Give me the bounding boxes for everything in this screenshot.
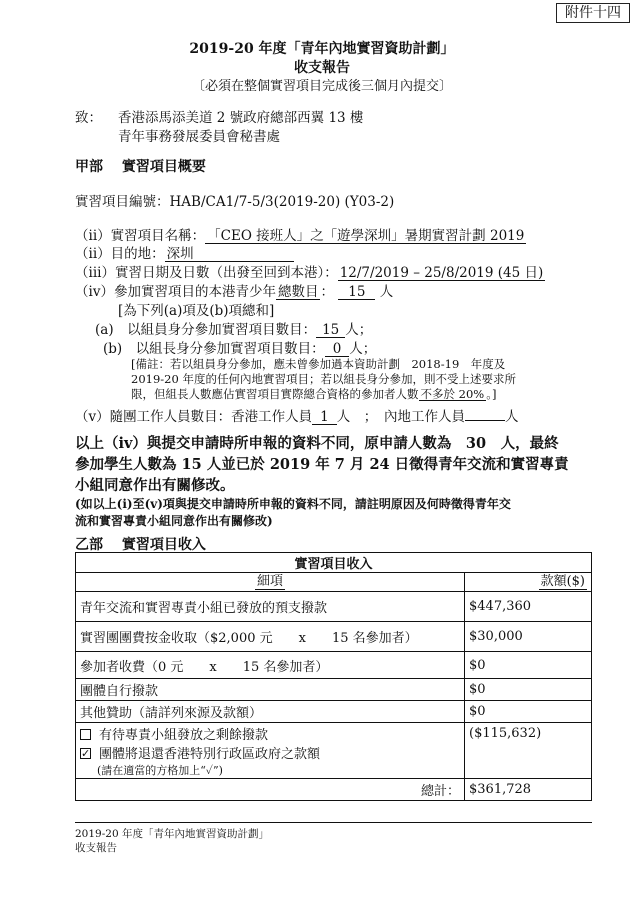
leaders-value: 0 — [325, 342, 350, 357]
table-row — [76, 701, 592, 723]
row-item: 團體自行撥款 — [76, 679, 465, 701]
hk-staff-value: 1 — [312, 410, 337, 425]
item-v-label: （v）隨團工作人員數目：香港工作人員 — [75, 409, 313, 425]
balance-amount: ($115,632) — [465, 723, 592, 779]
mainland-staff-value — [465, 420, 505, 421]
dates-value: 12/7/2019 – 25/8/2019 (45 日) — [339, 265, 544, 281]
option-refund[interactable] — [80, 745, 460, 764]
project-number-label: 實習項目編號： — [75, 194, 170, 210]
balance-options — [76, 723, 465, 779]
total-label: 總計： — [76, 779, 465, 801]
item-iii-label: （iii）實習日期及日數（出發至回到本港）： — [75, 265, 338, 281]
report-title: 2019-20 年度「青年內地實習資助計劃」 — [189, 41, 455, 57]
statement-line-2: 參加學生人數為 15 人並已於 2019 年 7 月 24 日徵得青年交流和實習專責 — [75, 456, 569, 473]
remark-line-3-pre: 限，但組長人數應佔實習項目實際總合資格的參加者人數 — [131, 387, 419, 401]
row-item: 參加者收費（0 元 x 15 名參加者） — [76, 652, 465, 679]
option-refund-label: 團體將退還香港特別行政區政府之款額 — [99, 747, 321, 762]
total-row — [76, 779, 592, 801]
total-amount: $361,728 — [465, 779, 592, 801]
instruction-line-1: (如以上(i)至(v)項與提交申請時所申報的資料不同，請註明原因及何時徵得青年交 — [75, 497, 511, 511]
item-i-label: （ii）實習項目名稱： — [75, 228, 206, 244]
table-row — [76, 652, 592, 679]
project-number — [75, 190, 394, 210]
instruction-line-2: 流和實習專責小組同意作出有關修改) — [75, 514, 273, 528]
item-iv-label-total: 總數目 — [277, 284, 319, 300]
item-b — [103, 337, 376, 357]
row-amount: $30,000 — [465, 622, 592, 652]
remark-line-1: [備註：若以組員身分參加，應未曾參加過本資助計劃 2018-19 年度及 — [131, 357, 506, 371]
footer-rule — [75, 822, 592, 823]
total-participants-value: 15 — [338, 285, 375, 300]
option-remaining[interactable] — [80, 726, 460, 745]
project-number-value: HAB/CA1/7-5/3(2019-20) (Y03-2) — [169, 194, 395, 210]
item-ii — [75, 242, 294, 262]
remark-line-2: 2019-20 年度的任何內地實習項目；若以組長身分參加，則不受上述要求所 — [131, 372, 516, 386]
members-unit: 人； — [345, 322, 373, 338]
footer-line-1: 2019-20 年度「青年內地實習資助計劃」 — [75, 828, 269, 840]
col-header-item — [76, 573, 465, 592]
row-amount: $0 — [465, 679, 592, 701]
col-amount-label: 款額($) — [540, 574, 585, 590]
remark-line-3 — [131, 386, 496, 402]
row-amount: $0 — [465, 652, 592, 679]
item-v — [75, 405, 518, 425]
item-iv-note: [為下列(a)項及(b)項總和] — [118, 303, 275, 319]
statement-line-3: 小組同意作出有關修改。 — [75, 477, 235, 494]
part-b-heading: 乙部 實習項目收入 — [75, 537, 206, 553]
row-item: 青年交流和實習專責小組已發放的預支撥款 — [76, 592, 465, 622]
destination-value: 深圳 — [165, 247, 294, 262]
table-row — [76, 679, 592, 701]
item-iv-label-pre: （iv）參加實習項目的本港青少年 — [75, 284, 276, 300]
leaders-unit: 人； — [349, 341, 377, 357]
recipient-office: 青年事務發展委員會秘書處 — [118, 129, 280, 145]
item-iv-label-post: ： — [320, 284, 334, 300]
col-header-amount — [465, 573, 592, 592]
item-ii-label: （ii）目的地： — [75, 246, 165, 262]
col-item-label: 細項 — [256, 574, 283, 590]
item-a — [95, 318, 372, 338]
checkbox-checked-icon[interactable] — [80, 748, 91, 759]
item-v-unit: 人 — [504, 409, 519, 425]
statement-line-1: 以上（iv）與提交申請時所申報的資料不同，原申請人數為 30 人，最終 — [75, 435, 559, 452]
part-a-heading: 甲部 實習項目概要 — [75, 159, 206, 175]
submission-note: 〔必須在整個實習項目完成後三個月內提交〕 — [191, 79, 452, 94]
report-subtitle: 收支報告 — [294, 60, 350, 76]
recipient-address: 香港添馬添美道 2 號政府總部西翼 13 樓 — [118, 110, 364, 126]
item-a-label: (a) 以組員身分參加實習項目數目： — [95, 322, 317, 338]
total-participants-unit: 人 — [379, 284, 394, 300]
item-iii — [75, 261, 545, 281]
recipient-label: 致： — [75, 110, 102, 126]
option-note: (請在適當的方格加上“✓”) — [97, 764, 223, 777]
item-iv — [75, 280, 393, 300]
table-row — [76, 622, 592, 652]
row-amount: $0 — [465, 701, 592, 723]
item-b-label: (b) 以組長身分參加實習項目數目： — [103, 341, 325, 357]
members-value: 15 — [316, 323, 345, 338]
checkbox-empty-icon[interactable] — [80, 729, 91, 740]
balance-row — [76, 723, 592, 779]
item-v-mid: 人 ； 內地工作人員 — [336, 409, 465, 425]
row-item: 其他贊助（請詳列來源及款額） — [76, 701, 465, 723]
remark-line-3-post: 。] — [486, 387, 497, 401]
row-item: 實習團團費按金收取（$2,000 元 x 15 名參加者） — [76, 622, 465, 652]
row-amount: $447,360 — [465, 592, 592, 622]
project-name-value: 「CEO 接班人」之「遊學深圳」暑期實習計劃 2019 — [207, 228, 525, 244]
table-row — [76, 592, 592, 622]
annex-label: 附件十四 — [556, 3, 630, 23]
remark-limit: 不多於 20% — [420, 387, 485, 401]
option-remaining-label: 有待專責小組發放之剩餘撥款 — [99, 728, 269, 743]
footer-line-2: 收支報告 — [75, 842, 117, 854]
income-table — [75, 552, 592, 801]
income-table-title: 實習項目收入 — [76, 553, 592, 573]
